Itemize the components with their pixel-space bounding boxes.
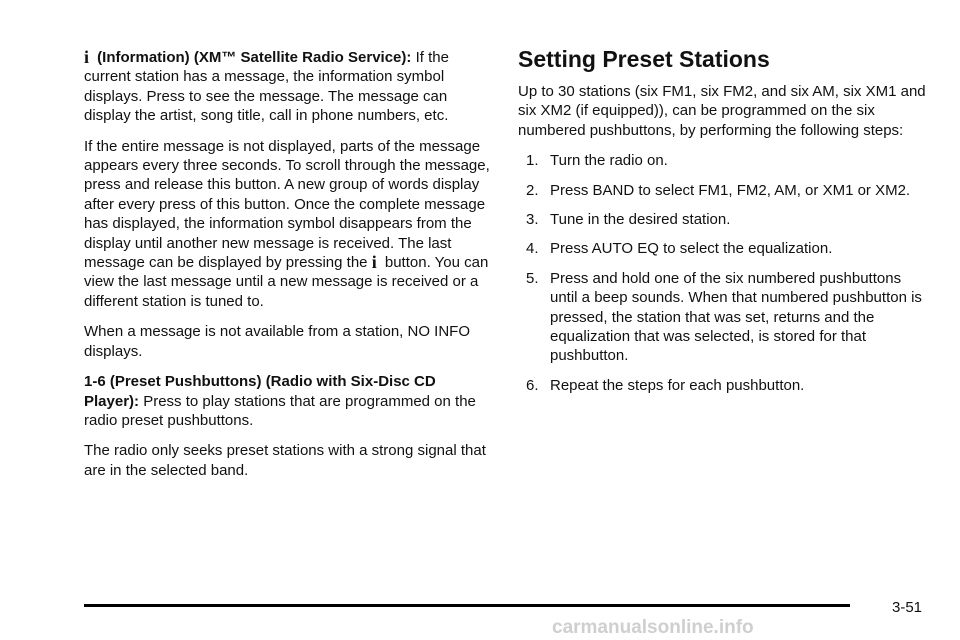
preset-heading-body: Press to play stations that are programmed on the radio preset pushbuttons. xyxy=(84,392,476,429)
scroll-paragraph xyxy=(84,137,494,312)
list-item xyxy=(518,239,928,258)
section-title: Setting Preset Stations xyxy=(518,46,770,72)
scroll-paragraph-text-2: button. You can view the last message until a new message is received or a different station is tuned to. xyxy=(84,254,489,310)
page-number: 3-51 xyxy=(892,599,923,616)
step-text: Tune in the desired station. xyxy=(550,211,731,229)
step-number: 5. xyxy=(526,269,539,287)
right-column xyxy=(518,46,928,405)
step-text: Turn the radio on. xyxy=(550,152,668,170)
list-item xyxy=(518,269,928,366)
no-info-paragraph: When a message is not available from a station, NO INFO displays. xyxy=(84,323,470,360)
info-icon: i xyxy=(371,252,377,273)
info-paragraph xyxy=(84,48,494,126)
seek-paragraph: The radio only seeks preset stations with a strong signal that are in the selected band. xyxy=(84,442,486,479)
list-item xyxy=(518,376,928,395)
steps-list xyxy=(518,151,928,395)
step-number: 1. xyxy=(526,152,539,170)
footer-rule xyxy=(84,604,850,607)
info-heading-body: If the current station has a message, the information symbol displays. Press to see the message. The message can display the artist, song title, call in phone numbers, etc. xyxy=(84,49,449,125)
step-number: 2. xyxy=(526,181,539,199)
step-number: 4. xyxy=(526,240,539,258)
preset-paragraph xyxy=(84,372,494,430)
step-text: Press and hold one of the six numbered pushbuttons until a beep sounds. When that numbered pushbutton is pressed, the station that was set, returns and the equalization that was selected, is stored for that pushbutton. xyxy=(550,269,922,365)
step-text: Repeat the steps for each pushbutton. xyxy=(550,376,805,394)
left-column xyxy=(84,48,494,491)
info-heading: (Information) (XM™ Satellite Radio Service): xyxy=(97,49,412,66)
info-icon: i xyxy=(84,47,90,67)
step-text: Press BAND to select FM1, FM2, AM, or XM1 or XM2. xyxy=(550,181,911,199)
list-item xyxy=(518,181,928,200)
step-text: Press AUTO EQ to select the equalization. xyxy=(550,240,833,258)
preset-heading: 1-6 (Preset Pushbuttons) (Radio with Six-Disc CD Player): xyxy=(84,373,436,410)
list-item xyxy=(518,151,928,170)
step-number: 3. xyxy=(526,211,539,229)
scroll-paragraph-text-1: If the entire message is not displayed, parts of the message appears every three seconds. To scroll through the message, press and release this button. A new group of words display after every press of this button. Once the complete message has displayed, the information symbol disappears from the display until another new message is received. The last message can be displayed by pressing the xyxy=(84,137,490,272)
watermark: carmanualsonline.info xyxy=(552,617,754,638)
list-item xyxy=(518,210,928,229)
intro-paragraph: Up to 30 stations (six FM1, six FM2, and six AM, six XM1 and six XM2 (if equipped)), can be programmed on the six numbered pushbuttons, by performing the following steps: xyxy=(518,83,926,139)
step-number: 6. xyxy=(526,376,539,394)
